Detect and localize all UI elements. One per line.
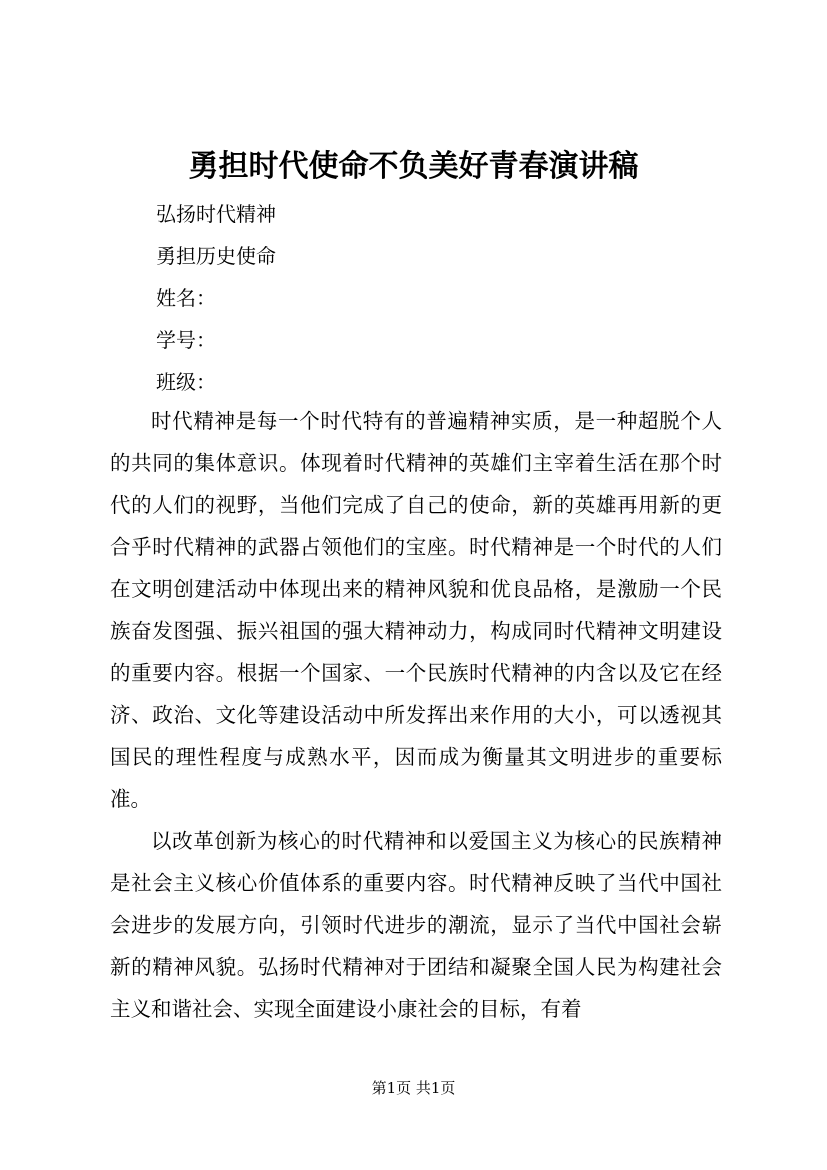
subtitle-line-1: 弘扬时代精神	[156, 202, 276, 226]
body-paragraph-2: 以改革创新为核心的时代精神和以爱国主义为核心的民族精神是社会主义核心价值体系的重要内容。时代精神反映了当代中国社会进步的发展方向，引领时代进步的潮流，显示了当代中国社会崭新的精神风貌。弘扬时代精神对于团结和凝聚全国人民为构建社会主义和谐社会、实现全面建设小康社会的目标，有着	[110, 829, 722, 1021]
body-paragraph-1: 时代精神是每一个时代特有的普遍精神实质，是一种超脱个人的共同的集体意识。体现着时代精神的英雄们主宰着生活在那个时代的人们的视野，当他们完成了自己的使命，新的英雄再用新的更合乎时代精神的武器占领他们的宝座。时代精神是一个时代的人们在文明创建活动中体现出来的精神风貌和优良品格，是激励一个民族奋发图强、振兴祖国的强大精神动力，构成同时代精神文明建设的重要内容。根据一个国家、一个民族时代精神的内含以及它在经济、政治、文化等建设活动中所发挥出来作用的大小，可以透视其国民的理性程度与成熟水平，因而成为衡量其文明进步的重要标准。	[110, 409, 722, 811]
name-field-label: 姓名：	[156, 286, 216, 310]
subtitle-line-2: 勇担历史使命	[156, 244, 276, 268]
class-field-label: 班级：	[156, 370, 216, 394]
student-id-field-label: 学号：	[156, 328, 216, 352]
page-number-footer: 第1页 共1页	[371, 1079, 456, 1097]
document-title: 勇担时代使命不负美好青春演讲稿	[188, 149, 639, 184]
